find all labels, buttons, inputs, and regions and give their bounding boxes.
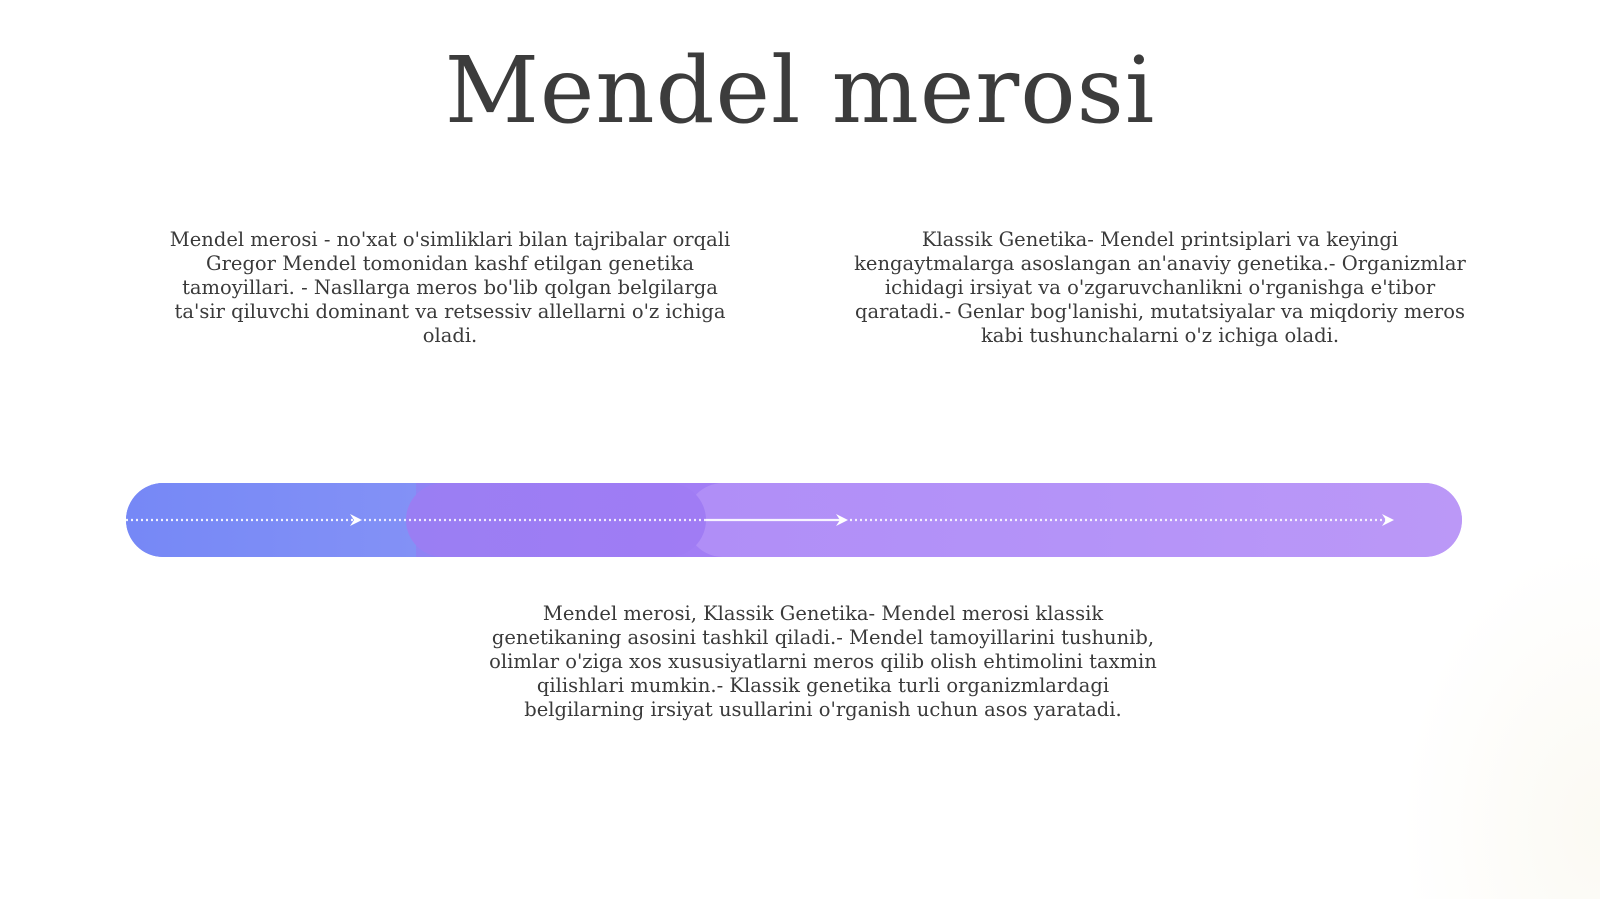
timeline-arrows	[126, 483, 1462, 557]
timeline-bar	[126, 483, 1462, 557]
slide-title: Mendel merosi	[444, 37, 1156, 144]
text-block-combined: Mendel merosi, Klassik Genetika- Mendel merosi klassik genetikaning asosini tashkil qiladi.- Mendel tamoyillarini tushunib, olimlar o'ziga xos xususiyatlarni meros qilib olish ehtimolini taxmin qilishlari mumkin.- Klassik genetika turli organizmlardagi belgilarning irsiyat usullarini o'rganish uchun asos yaratadi.	[489, 602, 1157, 721]
text-block-mendel-inheritance: Mendel merosi - no'xat o'simliklari bilan tajribalar orqali Gregor Mendel tomonidan kashf etilgan genetika tamoyillari. - Nasllarga meros bo'lib qolgan belgilarga ta'sir qiluvchi dominant va retsessiv allellarni o'z ichiga oladi.	[169, 228, 731, 347]
background-decoration	[1400, 539, 1600, 899]
text-block-classical-genetics: Klassik Genetika- Mendel printsiplari va keyingi kengaytmalarga asoslangan an'anaviy genetika.- Organizmlar ichidagi irsiyat va o'zgaruvchanlikni o'rganishga e'tibor qaratadi.- Genlar bog'lanishi, mutatsiyalar va miqdoriy meros kabi tushunchalarni o'z ichiga oladi.	[854, 228, 1466, 347]
arrow-right-icon	[1382, 514, 1394, 526]
